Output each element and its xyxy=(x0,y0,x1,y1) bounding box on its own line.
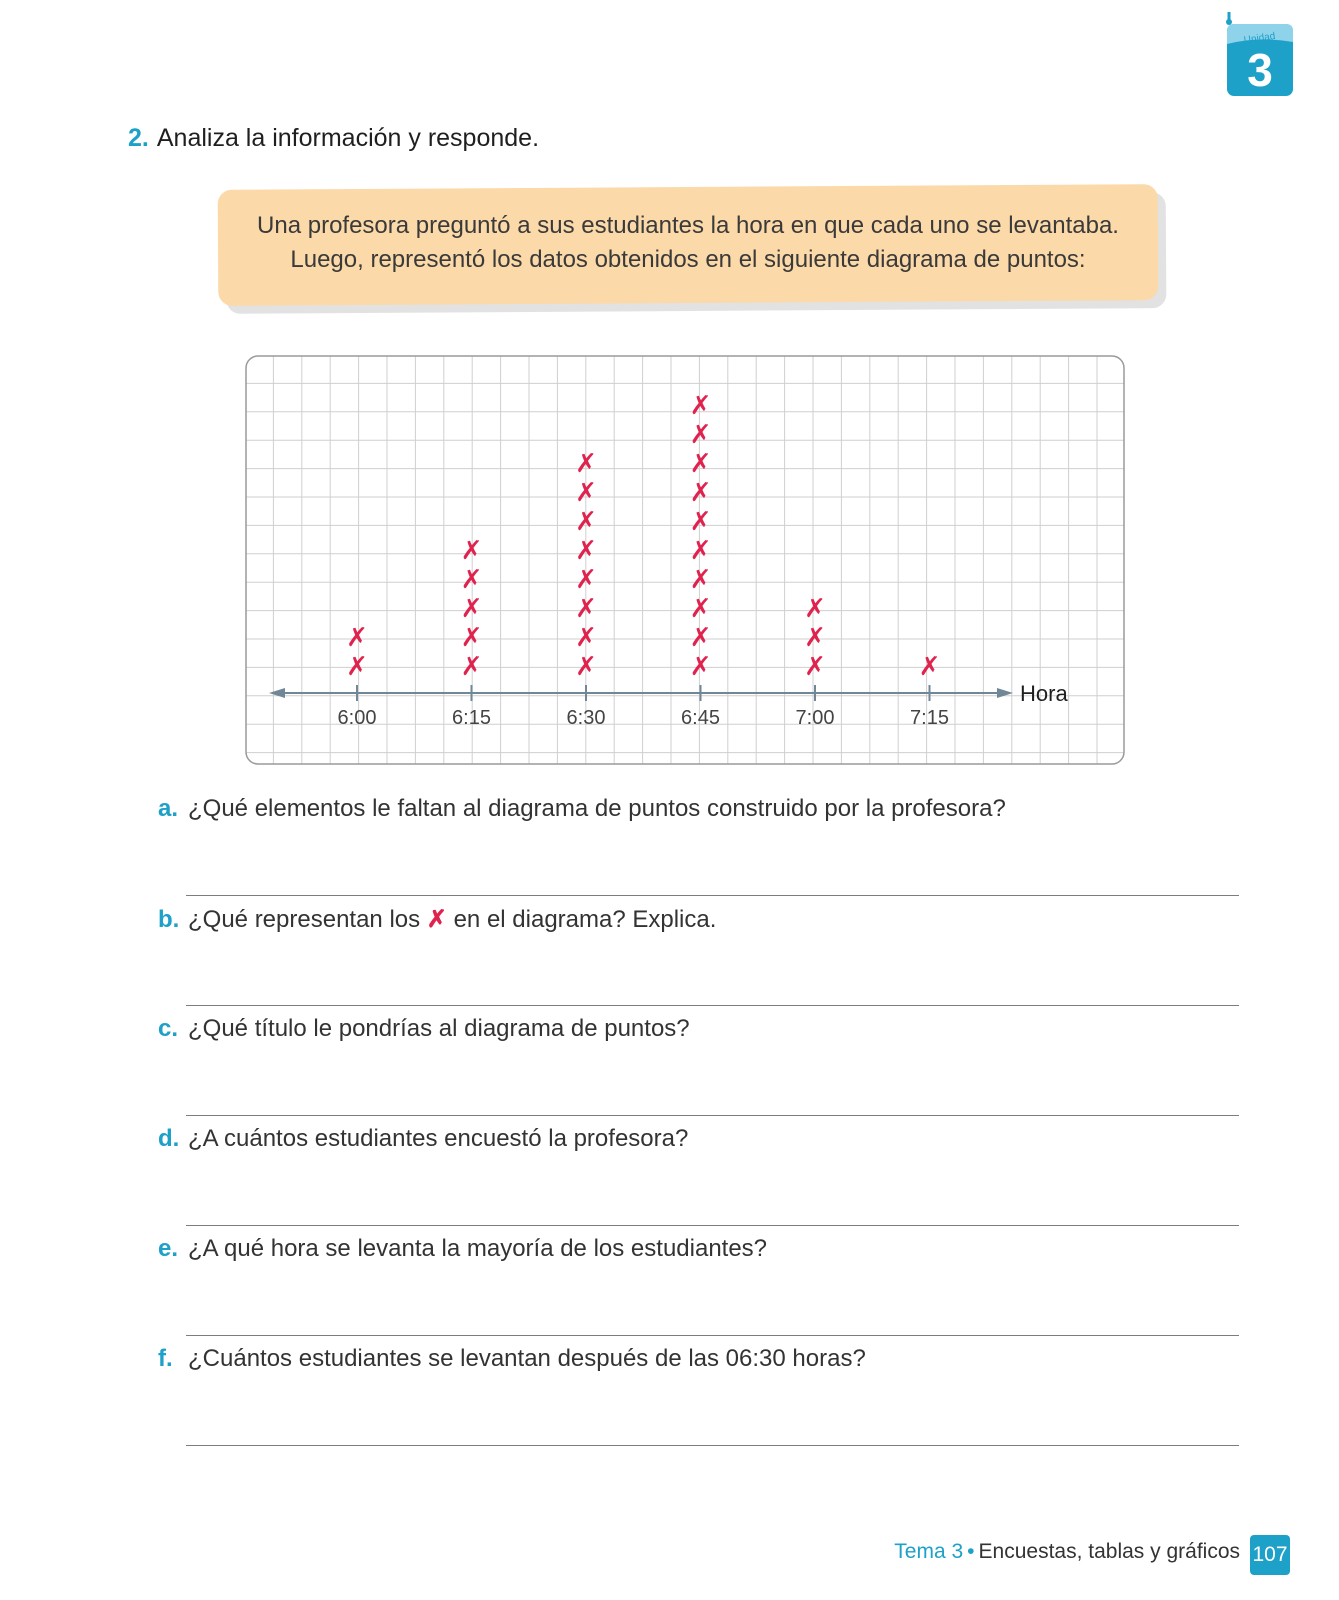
x-tick-label: 6:00 xyxy=(337,707,377,729)
exercise-instruction: Analiza la información y responde. xyxy=(156,124,540,152)
cross-mark: ✗ xyxy=(575,478,597,508)
cross-mark: ✗ xyxy=(346,623,368,653)
cross-mark: ✗ xyxy=(689,652,712,682)
cross-mark: ✗ xyxy=(689,420,712,450)
question-c xyxy=(158,1015,1238,1043)
cross-mark: ✗ xyxy=(460,536,483,566)
x-tick-label: 6:45 xyxy=(681,707,720,729)
page-number: 107 xyxy=(1250,1535,1290,1575)
cross-mark: ✗ xyxy=(460,652,483,682)
unit-label: Unidad xyxy=(1243,30,1277,47)
answer-line-b[interactable] xyxy=(186,1005,1239,1006)
cross-mark: ✗ xyxy=(689,623,712,653)
cross-mark: ✗ xyxy=(460,565,483,595)
cross-mark: ✗ xyxy=(689,507,712,537)
question-text-end: en el diagrama? Explica. xyxy=(453,906,717,933)
cross-mark-icon: ✗ xyxy=(426,906,447,933)
exercise-title xyxy=(128,124,539,153)
answer-line-f[interactable] xyxy=(186,1445,1239,1446)
cross-mark: ✗ xyxy=(575,565,597,595)
unit-badge xyxy=(1225,12,1295,98)
answer-line-a[interactable] xyxy=(186,895,1239,896)
context-note-text xyxy=(218,209,1158,277)
cross-mark: ✗ xyxy=(804,652,826,682)
footer-theme: Tema 3 xyxy=(894,1540,964,1563)
cross-mark: ✗ xyxy=(460,623,483,653)
dot-plot-chart xyxy=(245,355,1125,765)
question-text: ¿A qué hora se levanta la mayoría de los estudiantes? xyxy=(188,1235,768,1262)
unit-number: 3 xyxy=(1247,44,1273,96)
cross-mark: ✗ xyxy=(346,652,368,682)
x-tick-label: 6:30 xyxy=(566,707,606,729)
question-letter: f. xyxy=(158,1345,173,1372)
answer-line-e[interactable] xyxy=(186,1335,1239,1336)
cross-mark: ✗ xyxy=(804,623,826,653)
footer-subject: Encuestas, tablas y gráficos xyxy=(978,1540,1240,1563)
question-e xyxy=(158,1235,1238,1263)
question-text: ¿Qué título le pondrías al diagrama de puntos? xyxy=(188,1015,690,1042)
question-letter: b. xyxy=(158,906,180,933)
cross-mark: ✗ xyxy=(575,449,597,479)
page-footer xyxy=(0,1540,1240,1564)
question-letter: d. xyxy=(158,1125,180,1152)
cross-mark: ✗ xyxy=(918,652,941,682)
note-line-1: Una profesora preguntó a sus estudiantes la hora en que cada uno se levantaba. xyxy=(257,212,1119,239)
cross-mark: ✗ xyxy=(689,536,712,566)
cross-mark: ✗ xyxy=(689,478,712,508)
x-axis-label: Hora xyxy=(1020,681,1068,706)
x-tick-label: 7:15 xyxy=(910,707,949,729)
axis-arrow-left xyxy=(269,688,285,698)
question-a xyxy=(158,795,1238,823)
cross-mark: ✗ xyxy=(575,594,597,624)
question-text: ¿Cuántos estudiantes se levantan después de las 06:30 horas? xyxy=(188,1345,866,1372)
cross-mark: ✗ xyxy=(460,594,483,624)
answer-line-d[interactable] xyxy=(186,1225,1239,1226)
question-d xyxy=(158,1125,1238,1153)
cross-mark: ✗ xyxy=(575,623,597,653)
question-letter: e. xyxy=(158,1235,179,1262)
question-text: ¿Qué elementos le faltan al diagrama de puntos construido por la profesora? xyxy=(188,795,1006,822)
question-letter: a. xyxy=(158,795,179,822)
cross-mark: ✗ xyxy=(575,536,597,566)
exercise-number: 2. xyxy=(128,124,149,152)
cross-mark: ✗ xyxy=(689,449,712,479)
question-f xyxy=(158,1345,1238,1373)
cross-mark: ✗ xyxy=(689,565,712,595)
cross-mark: ✗ xyxy=(689,594,712,624)
question-text-start: ¿Qué representan los xyxy=(188,906,421,933)
x-tick-label: 7:00 xyxy=(795,707,835,729)
axis-arrow-right xyxy=(997,688,1013,698)
cross-mark: ✗ xyxy=(575,507,597,537)
question-letter: c. xyxy=(158,1015,179,1042)
x-tick-label: 6:15 xyxy=(452,707,491,729)
cross-mark: ✗ xyxy=(689,391,712,421)
question-text: ¿A cuántos estudiantes encuestó la profesora? xyxy=(188,1125,689,1152)
question-b xyxy=(158,905,1238,934)
cross-mark: ✗ xyxy=(575,652,597,682)
footer-separator: • xyxy=(967,1540,975,1563)
note-line-2: Luego, representó los datos obtenidos en el siguiente diagrama de puntos: xyxy=(290,246,1086,273)
answer-line-c[interactable] xyxy=(186,1115,1239,1116)
cross-mark: ✗ xyxy=(804,594,826,624)
